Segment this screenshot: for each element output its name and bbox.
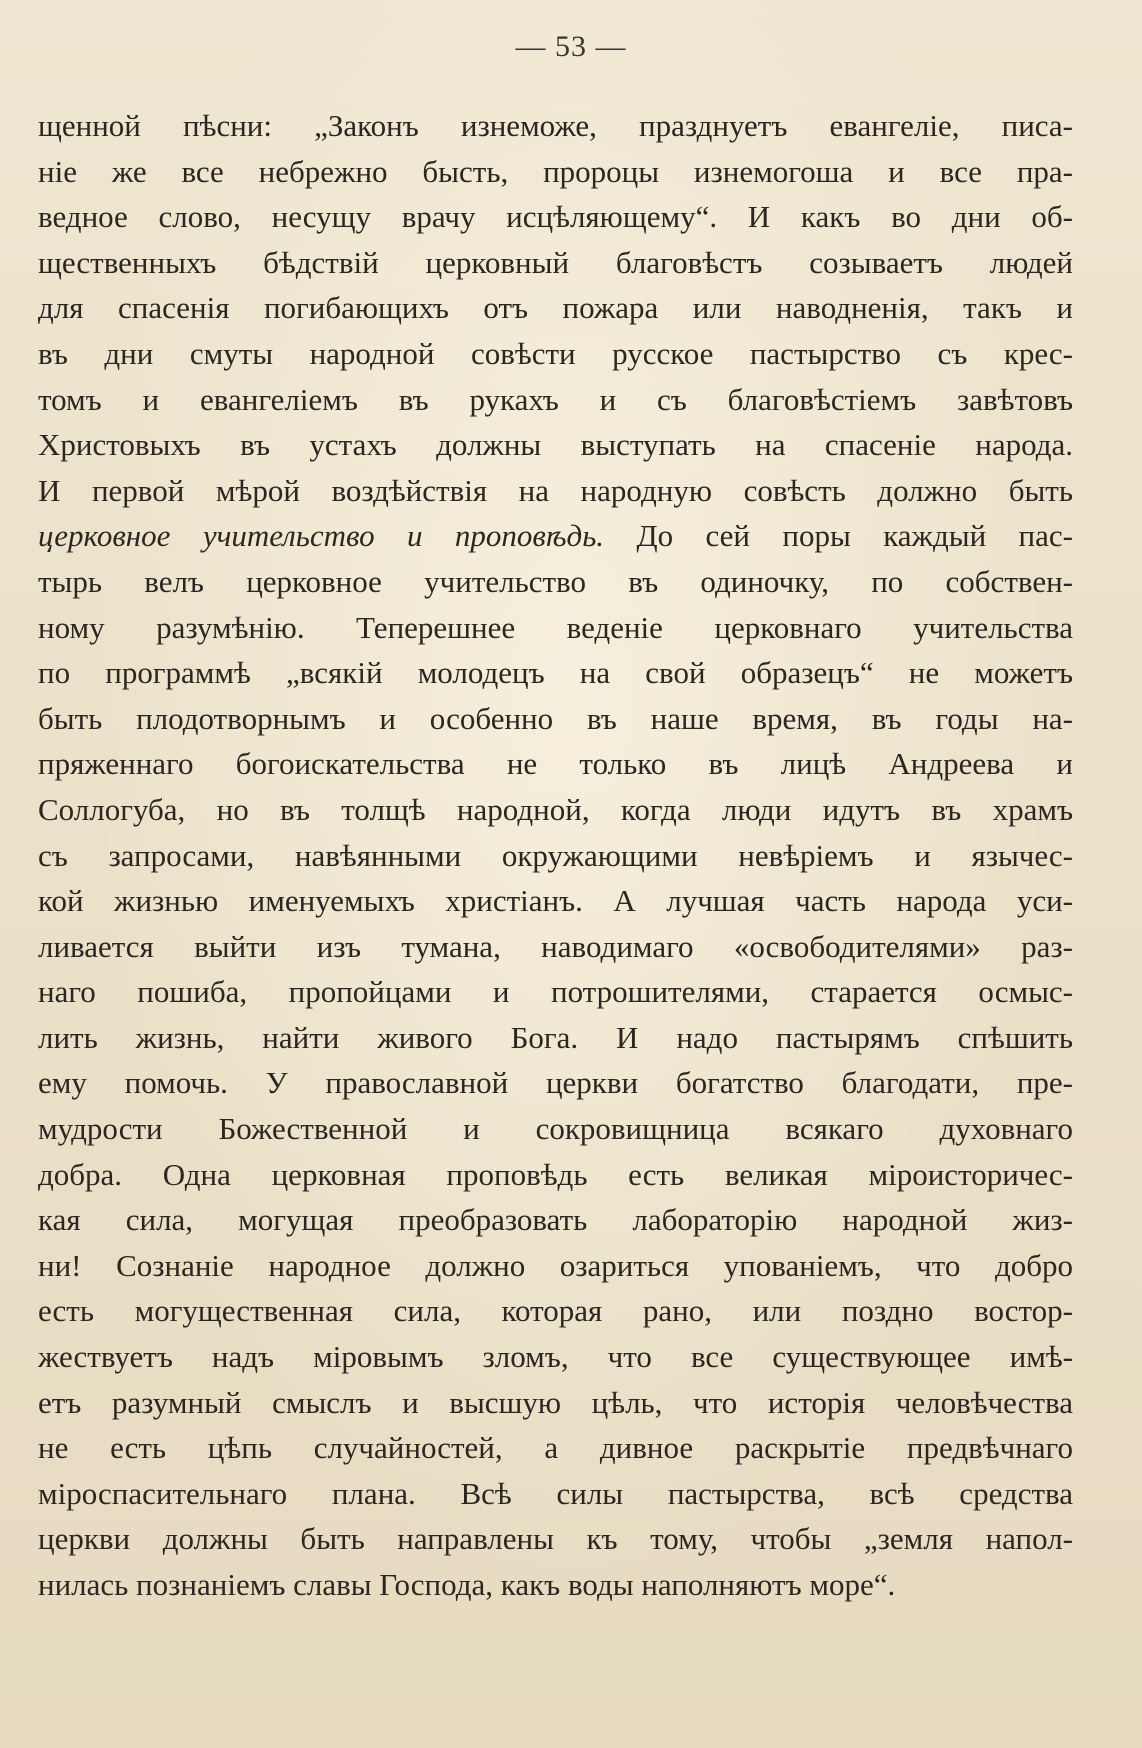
text-line: тырь велъ церковное учительство въ одиночку, по собствен- xyxy=(38,563,1073,599)
text-line: есть могущественная сила, которая рано, или поздно востор- xyxy=(38,1293,1073,1329)
text-line: Христовыхъ въ устахъ должны выступать на спасеніе народа. xyxy=(38,427,1073,463)
text-line: щественныхъ бѣдствій церковный благовѣстъ созываетъ людей xyxy=(38,244,1073,280)
text-line: ему помочь. У православной церкви богатство благодати, пре- xyxy=(38,1065,1073,1101)
text-line: ніе же все небрежно бысть, пророцы изнемогоша и все пра- xyxy=(38,153,1073,189)
text-line: кой жизнью именуемыхъ христіанъ. А лучшая часть народа уси- xyxy=(38,883,1073,919)
text-line: етъ разумный смыслъ и высшую цѣль, что исторія человѣчества xyxy=(38,1384,1073,1420)
text-line: мудрости Божественной и сокровищница всякаго духовнаго xyxy=(38,1111,1073,1147)
text-line: наго пошиба, пропойцами и потрошителями, старается осмыс- xyxy=(38,974,1073,1010)
text-line: ному разумѣнію. Теперешнее веденіе церковнаго учительства xyxy=(38,609,1073,645)
text-line: томъ и евангеліемъ въ рукахъ и съ благовѣстіемъ завѣтовъ xyxy=(38,381,1073,417)
text-line: по программѣ „всякій молодецъ на свой образецъ“ не можетъ xyxy=(38,655,1073,691)
text-fragment: До сей поры каждый пас- xyxy=(604,518,1073,554)
text-line: не есть цѣпь случайностей, а дивное раскрытіе предвѣчнаго xyxy=(38,1430,1073,1466)
text-line: добра. Одна церковная проповѣдь есть великая міроисторичес- xyxy=(38,1156,1073,1192)
text-line: міроспасительнаго плана. Всѣ силы пастырства, всѣ средства xyxy=(38,1475,1073,1511)
text-line: кая сила, могущая преобразовать лабораторію народной жиз- xyxy=(38,1202,1073,1238)
text-line: Соллогуба, но въ толщѣ народной, когда люди идутъ въ храмъ xyxy=(38,791,1073,827)
text-line: церкви должны быть направлены къ тому, чтобы „земля напол- xyxy=(38,1521,1073,1557)
body-text xyxy=(38,103,1073,1608)
text-line: лить жизнь, найти живого Бога. И надо пастырямъ спѣшить xyxy=(38,1019,1073,1055)
text-line: И первой мѣрой воздѣйствія на народную совѣсть должно быть xyxy=(38,472,1073,508)
text-line: ливается выйти изъ тумана, наводимаго «освободителями» раз- xyxy=(38,928,1073,964)
text-line: ни! Сознаніе народное должно озариться упованіемъ, что добро xyxy=(38,1247,1073,1283)
text-line: щенной пѣсни: „Законъ изнеможе, празднуетъ евангеліе, писа- xyxy=(38,108,1073,143)
page-number: — 53 — xyxy=(515,30,627,63)
text-line: ведное слово, несущу врачу исцѣляющему“. И какъ во дни об- xyxy=(38,199,1073,235)
text-line: пряженнаго богоискательства не только въ лицѣ Андреева и xyxy=(38,746,1073,782)
text-line-last: нилась познаніемъ славы Господа, какъ воды наполняютъ море“. xyxy=(38,1567,896,1602)
text-line: жествуетъ надъ міровымъ зломъ, что все существующее имѣ- xyxy=(38,1339,1073,1375)
text-line: съ запросами, навѣянными окружающими невѣріемъ и язычес- xyxy=(38,837,1073,873)
text-line: въ дни смуты народной совѣсти русское пастырство съ крес- xyxy=(38,335,1073,371)
text-line-mixed xyxy=(38,513,1073,559)
text-line: для спасенія погибающихъ отъ пожара или наводненія, такъ и xyxy=(38,290,1073,326)
italic-phrase: церковное учительство и проповѣдь. xyxy=(38,518,605,554)
text-line: быть плодотворнымъ и особенно въ наше время, въ годы на- xyxy=(38,700,1073,736)
